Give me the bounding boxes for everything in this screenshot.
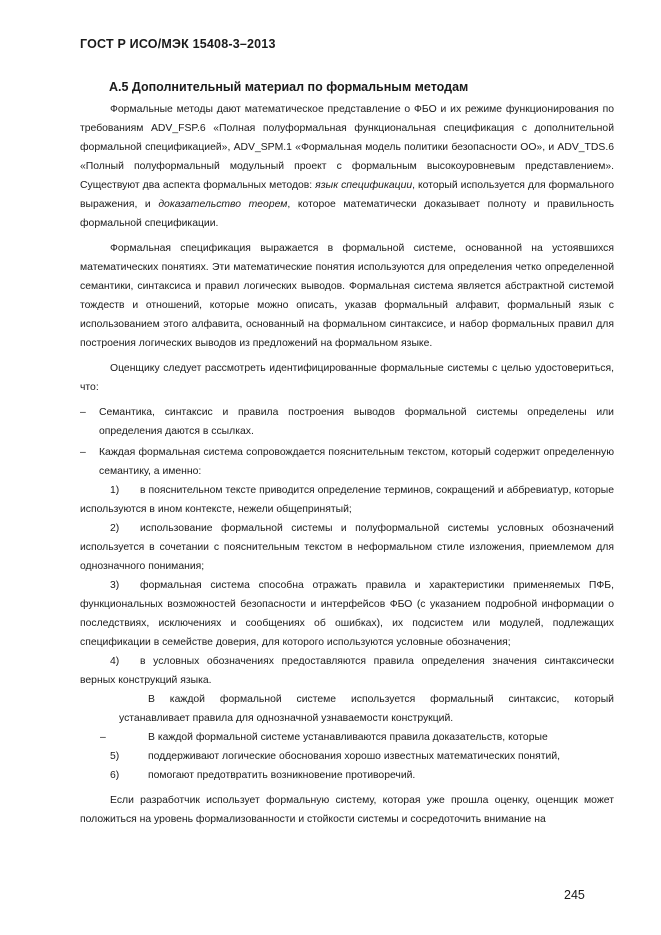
list-dash: –: [80, 447, 86, 458]
sub-list-item: [80, 728, 614, 747]
item-number: 3): [110, 580, 120, 591]
numbered-item: [80, 519, 614, 576]
item-text: помогают предотвратить возникновение противоречий.: [148, 770, 416, 781]
term-spec-language: язык спецификации: [315, 180, 413, 191]
document-header: ГОСТ Р ИСО/МЭК 15408-3–2013: [80, 37, 276, 51]
list-item-text: Семантика, синтаксис и правила построения выводов формальной системы определены или определения даются в ссылках.: [99, 407, 614, 437]
paragraph-formal-spec: Формальная спецификация выражается в формальной системе, основанной на устоявшихся математических понятиях. Эти математические понятия используются для определения четко определенной семантики, синтаксиса и правил логических выводов. Формальная система является абстрактной системой тождеств и отношений, которые можно описать, указав формальный алфавит, формальный язык с использованием этого алфавита, основанный на формальном синтаксисе, и набор формальных правил для построения логических выводов из предложений на формальном языке.: [80, 243, 614, 349]
term-theorem-proving: доказательство теорем: [158, 199, 288, 210]
list-dash: –: [80, 407, 86, 418]
numbered-item: [80, 576, 614, 652]
page-number: 245: [564, 888, 585, 902]
item-number: 6): [110, 770, 120, 781]
paragraph-evaluator: Оценщику следует рассмотреть идентифицированные формальные системы с целью удостовериться, что:: [80, 363, 614, 393]
paragraph-text: Формальные методы дают математическое представление о ФБО и их режиме функционирования по требованиям ADV_FSP.6 «Полная полуформальная функциональная спецификация с дополнительной формальной спецификацией», ADV_SPM.1 «Формальная модель политики безопасности ОО», и ADV_TDS.6 «Полный полуформальный модульный проект с формальным высокоуровневым представлением». Существуют два аспекта формальных методов:: [80, 104, 614, 191]
item-text: в пояснительном тексте приводится определение терминов, сокращений и аббревиатур, которые используются в ином контексте, нежели общепринятый;: [80, 485, 614, 515]
sub-numbered-item: [80, 766, 614, 785]
list-item: [80, 403, 614, 441]
item-text: в условных обозначениях предоставляются правила определения значения синтаксически верных конструкций языка.: [80, 656, 614, 686]
item-number: 4): [110, 656, 120, 667]
numbered-item: [80, 652, 614, 690]
list-item: [80, 443, 614, 481]
inset-syntax-line1: В каждой формальной системе используется формальный синтаксис, который: [148, 694, 614, 705]
list-item-text: Каждая формальная система сопровождается пояснительным текстом, который содержит определенную семантику, а именно:: [99, 447, 614, 477]
sub-numbered-item: [80, 747, 614, 766]
item-text: формальная система способна отражать правила и характеристики применяемых ПФБ, функциональных возможностей безопасности и интерфейсов ФБО (с указанием подробной информации о последствиях, исключениях и сообщениях об ошибках), их подсистем или модулей, подлежащих спецификации в семействе доверия, для которого используются условные обозначения;: [80, 580, 614, 648]
paragraph-developer: Если разработчик использует формальную систему, которая уже прошла оценку, оценщик может положиться на уровень формализованности и стойкости системы и сосредоточить внимание на: [80, 795, 614, 825]
paragraph-text: , которое математически доказывает полноту и правильность формальной спецификации.: [80, 199, 615, 229]
list-item-text: В каждой формальной системе устанавливаются правила доказательств, которые: [148, 732, 548, 743]
document-body: [80, 100, 614, 835]
item-text: использование формальной системы и полуформальной системы условных обозначений используется в сочетании с пояснительным текстом в неформальном стиле изложения, приемлемом для однозначного понимания;: [80, 523, 614, 572]
section-title: А.5 Дополнительный материал по формальным методам: [109, 80, 469, 94]
item-text: поддерживают логические обоснования хорошо известных математических понятий,: [148, 751, 561, 762]
item-number: 5): [110, 751, 120, 762]
numbered-item: [80, 481, 614, 519]
item-number: 2): [110, 523, 120, 534]
list-dash: –: [100, 732, 106, 743]
inset-syntax-line2: устанавливает правила для однозначной узнаваемости конструкций.: [119, 713, 454, 724]
item-number: 1): [110, 485, 120, 496]
paragraph-text: , который используется для формального выражения, и: [80, 180, 614, 210]
paragraph-intro: [80, 100, 614, 233]
